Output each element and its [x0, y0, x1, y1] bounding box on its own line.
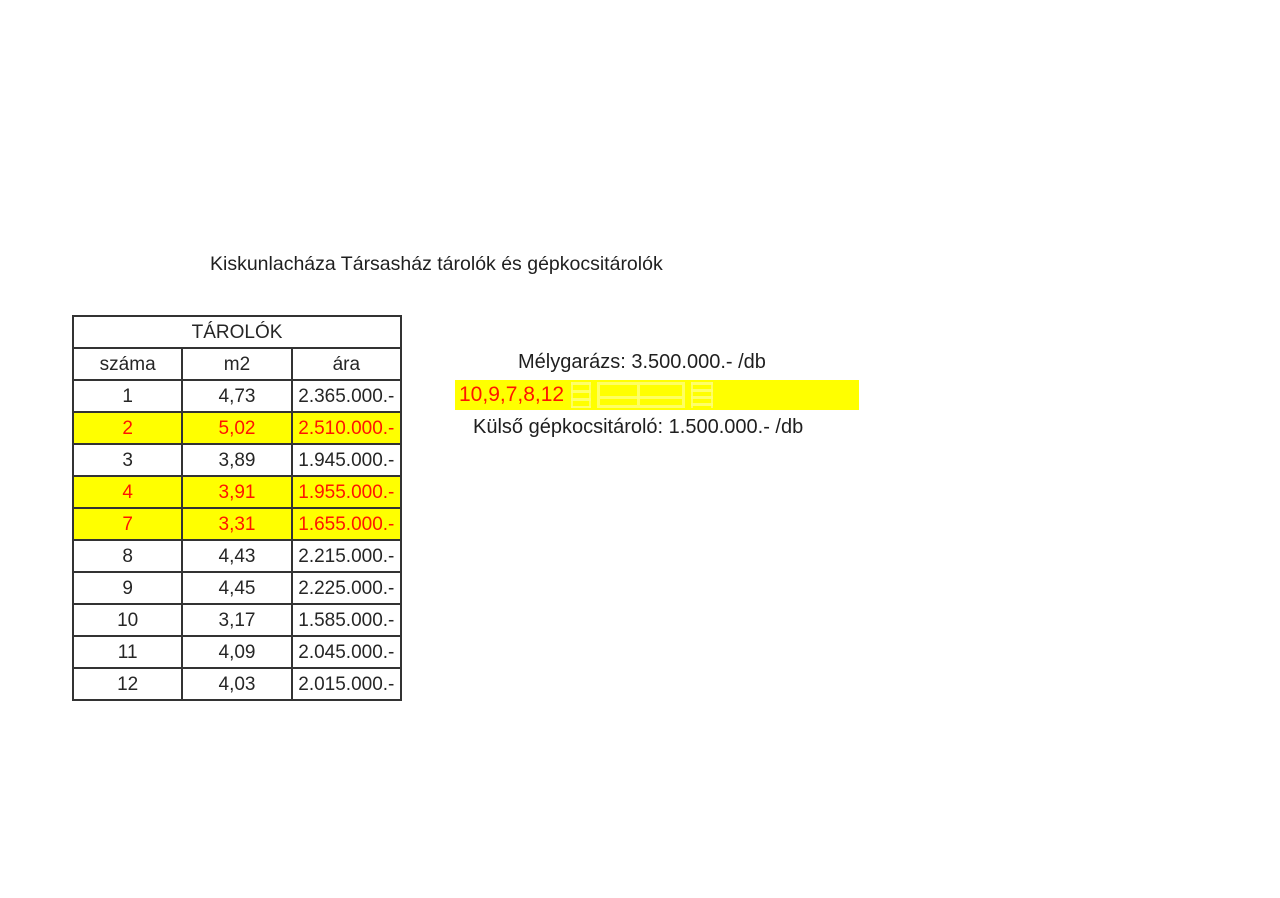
highlighted-note-bar: [455, 380, 859, 410]
cell-m2: 3,91: [182, 476, 291, 508]
cell-szama: 8: [73, 540, 182, 572]
cell-ara: 2.045.000.-: [292, 636, 401, 668]
table-row: [73, 540, 401, 572]
cell-szama: 3: [73, 444, 182, 476]
cell-m2: 4,03: [182, 668, 291, 700]
cell-ara: 1.655.000.-: [292, 508, 401, 540]
melygarazs-note: Mélygarázs: 3.500.000.- /db: [518, 351, 766, 373]
table-title-row: [73, 316, 401, 348]
cell-szama: 7: [73, 508, 182, 540]
tarolok-table: [72, 315, 402, 701]
table-title: TÁROLÓK: [73, 316, 401, 348]
table-row: [73, 636, 401, 668]
cell-ara: 2.215.000.-: [292, 540, 401, 572]
cell-m2: 3,31: [182, 508, 291, 540]
cell-ara: 1.955.000.-: [292, 476, 401, 508]
cell-szama: 1: [73, 380, 182, 412]
kulso-note: Külső gépkocsitároló: 1.500.000.- /db: [473, 416, 804, 438]
document-title: Kiskunlacháza Társasház tárolók és gépkocsitárolók: [210, 253, 663, 275]
watermark-pattern: [691, 382, 713, 408]
highlighted-unit-list: 10,9,7,8,12: [459, 383, 565, 406]
cell-ara: 2.365.000.-: [292, 380, 401, 412]
cell-m2: 5,02: [182, 412, 291, 444]
table-row: [73, 668, 401, 700]
cell-m2: 4,43: [182, 540, 291, 572]
cell-szama: 12: [73, 668, 182, 700]
cell-szama: 11: [73, 636, 182, 668]
table-header-row: [73, 348, 401, 380]
cell-m2: 4,73: [182, 380, 291, 412]
cell-m2: 4,09: [182, 636, 291, 668]
cell-m2: 3,89: [182, 444, 291, 476]
cell-m2: 4,45: [182, 572, 291, 604]
table-row: [73, 444, 401, 476]
watermark-pattern: [571, 382, 591, 408]
column-header-ara: ára: [292, 348, 401, 380]
column-header-szama: száma: [73, 348, 182, 380]
cell-ara: 2.225.000.-: [292, 572, 401, 604]
cell-ara: 2.015.000.-: [292, 668, 401, 700]
cell-szama: 4: [73, 476, 182, 508]
cell-szama: 2: [73, 412, 182, 444]
table-row: [73, 572, 401, 604]
cell-ara: 1.945.000.-: [292, 444, 401, 476]
table-row-highlighted: [73, 412, 401, 444]
table-row: [73, 380, 401, 412]
cell-ara: 2.510.000.-: [292, 412, 401, 444]
cell-szama: 9: [73, 572, 182, 604]
cell-ara: 1.585.000.-: [292, 604, 401, 636]
column-header-m2: m2: [182, 348, 291, 380]
table-row-highlighted: [73, 508, 401, 540]
cell-m2: 3,17: [182, 604, 291, 636]
watermark-pattern: [597, 382, 685, 408]
table-row: [73, 604, 401, 636]
table-row-highlighted: [73, 476, 401, 508]
cell-szama: 10: [73, 604, 182, 636]
